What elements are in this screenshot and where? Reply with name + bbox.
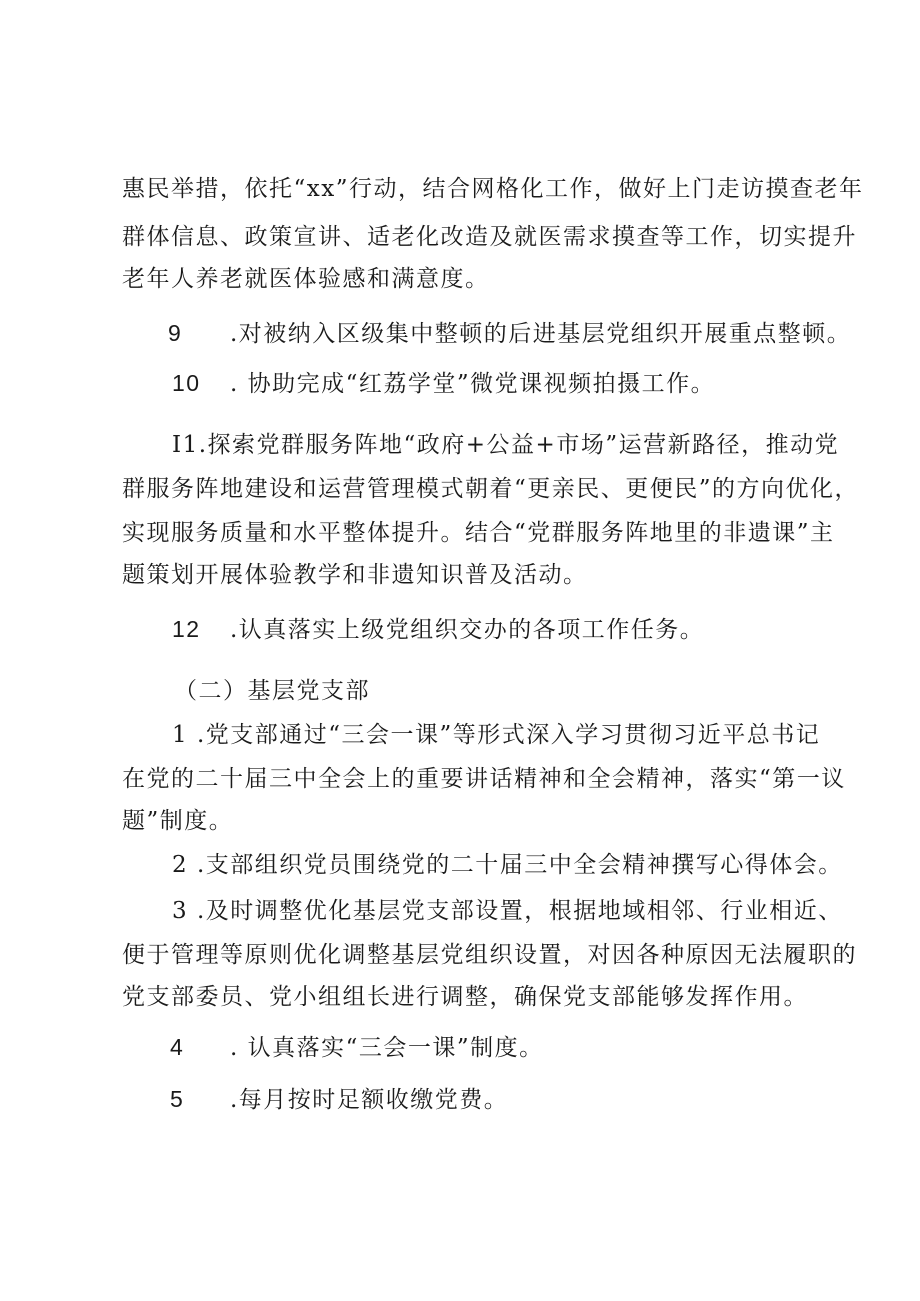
section-heading: （二）基层党支部 <box>174 678 370 704</box>
item-number: 5 <box>170 1086 185 1112</box>
paragraph-line: 惠民举措，依托“xx”行动，结合网格化工作，做好上门走访摸查老年 <box>122 176 864 202</box>
list-item-4 <box>170 1032 860 1063</box>
paragraph-line: 群服务阵地建设和运营管理模式朝着“更亲民、更便民”的方向优化， <box>122 476 860 502</box>
item-number: 9 <box>168 320 183 346</box>
paragraph-line: 2 .支部组织党员围绕党的二十届三中全会精神撰写心得体会。 <box>172 852 843 878</box>
list-item-9 <box>168 318 858 349</box>
paragraph-line: 题策划开展体验教学和非遗知识普及活动。 <box>122 562 588 588</box>
item-text: . 认真落实“三会一课”制度。 <box>230 1035 544 1061</box>
list-item-10 <box>172 368 862 399</box>
paragraph-line: 实现服务质量和水平整体提升。结合“党群服务阵地里的非遗课”主 <box>122 520 835 546</box>
paragraph-line: 题”制度。 <box>122 808 234 834</box>
item-number: 4 <box>170 1034 185 1060</box>
item-number: 12 <box>172 616 201 642</box>
paragraph-line: 在党的二十届三中全会上的重要讲话精神和全会精神，落实“第一议 <box>122 766 846 792</box>
item-text: .每月按时足额收缴党费。 <box>230 1087 509 1113</box>
paragraph-line: 3 .及时调整优化基层党支部设置，根据地域相邻、行业相近、 <box>172 898 843 924</box>
paragraph-line: 群体信息、政策宣讲、适老化改造及就医需求摸查等工作，切实提升 <box>122 224 857 250</box>
item-number: 10 <box>172 370 201 396</box>
paragraph-line: I1.探索党群服务阵地“政府+公益+市场”运营新路径，推动党 <box>172 432 840 458</box>
list-item-5 <box>170 1084 860 1115</box>
paragraph-line: 老年人养老就医体验感和满意度。 <box>122 266 490 292</box>
item-text: . 协助完成“红荔学堂”微党课视频拍摄工作。 <box>230 371 716 397</box>
paragraph-line: 1 .党支部通过“三会一课”等形式深入学习贯彻习近平总书记 <box>172 722 821 748</box>
paragraph-line: 党支部委员、党小组组长进行调整，确保党支部能够发挥作用。 <box>122 984 808 1010</box>
item-text: .认真落实上级党组织交办的各项工作任务。 <box>230 617 705 643</box>
item-text: .对被纳入区级集中整顿的后进基层党组织开展重点整顿。 <box>230 321 852 347</box>
list-item-12 <box>172 614 862 645</box>
paragraph-line: 便于管理等原则优化调整基层党组织设置，对因各种原因无法履职的 <box>122 942 857 968</box>
